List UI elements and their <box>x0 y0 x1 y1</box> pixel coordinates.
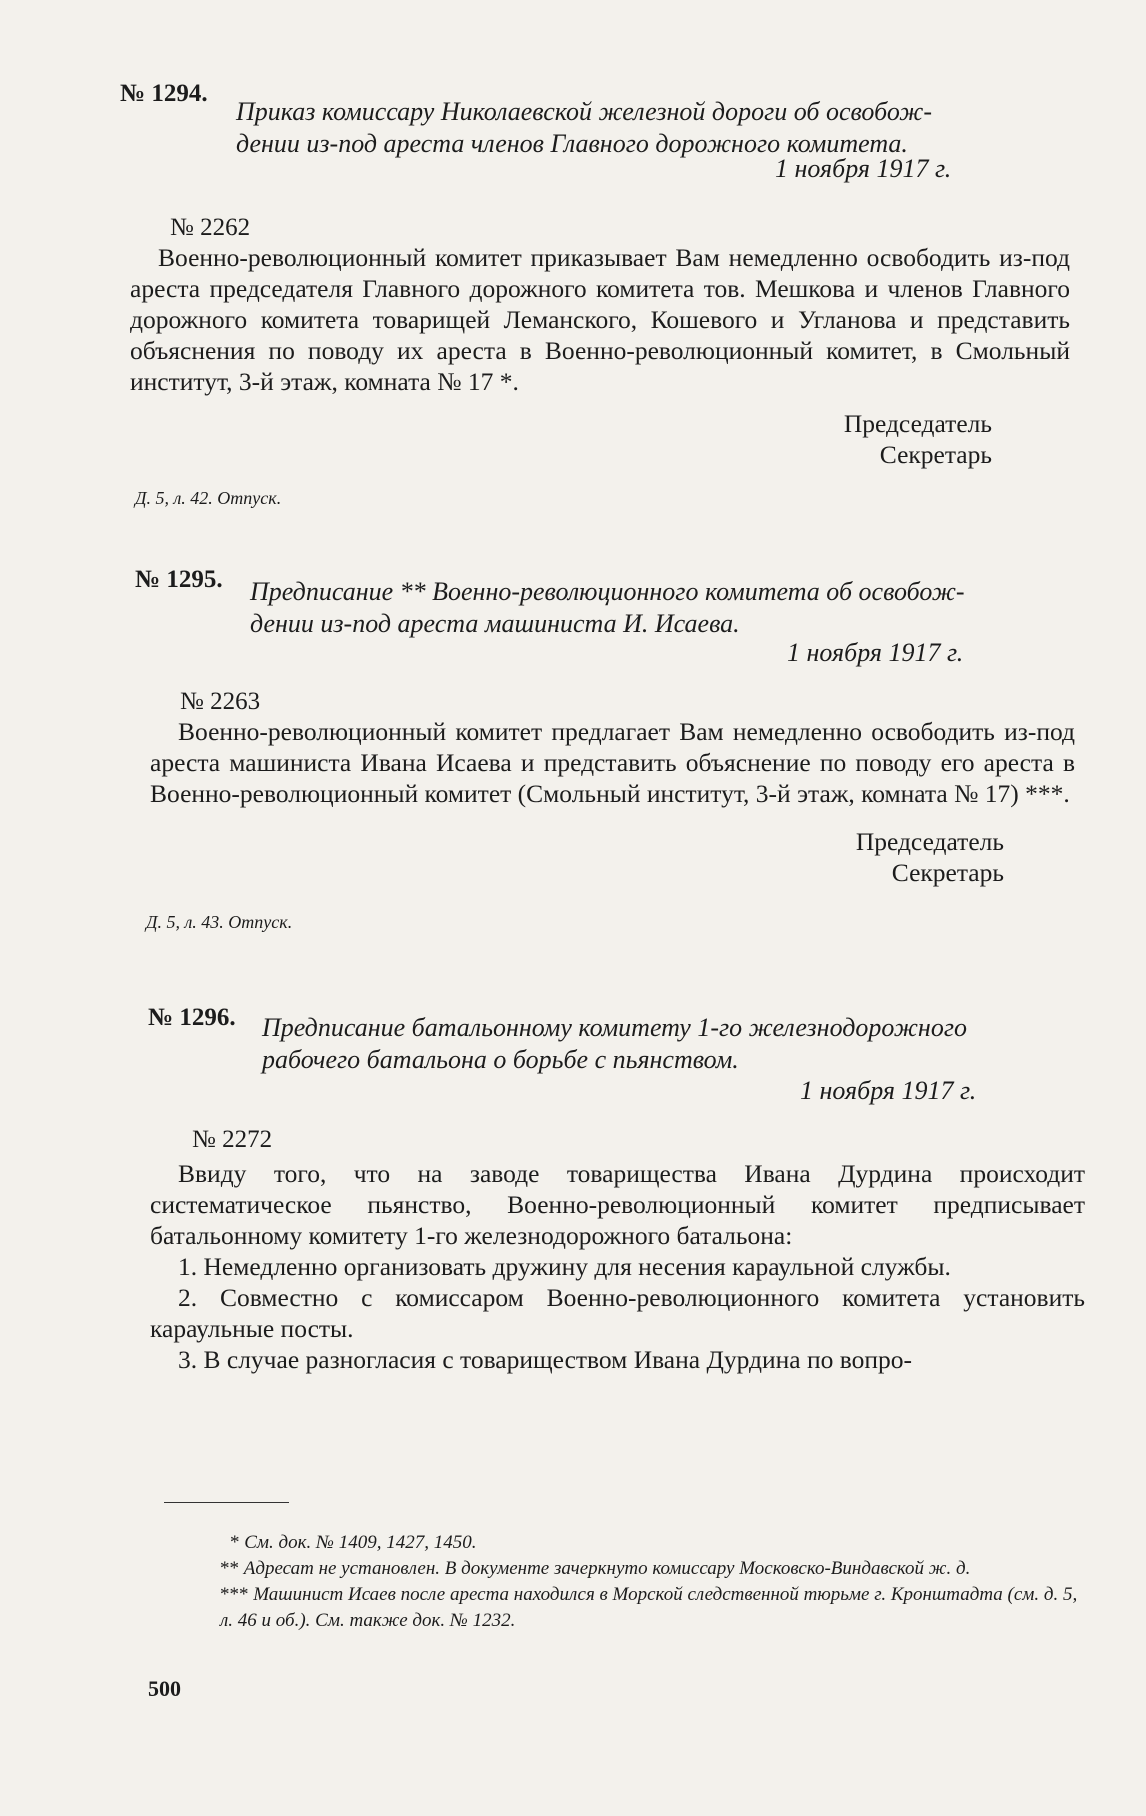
signature-block <box>772 826 1004 888</box>
title-line: Приказ комиссару Николаевской железной дороги об освобож- <box>236 97 933 126</box>
list-item: 3. В случае разногласия с товариществом Ивана Дурдина по вопро- <box>178 1345 913 1374</box>
document-number: № 1296. <box>148 1004 236 1031</box>
document-number: № 1294. <box>120 80 208 107</box>
footnote-text: См. док. № 1409, 1427, 1450. <box>244 1532 477 1553</box>
page-number: 500 <box>148 1676 181 1701</box>
body-paragraph: Военно-революционный комитет предлагает Вам немедленно освободить из-под ареста машиниста Ивана Исаева и представить объяснение по поводу его ареста в Военно-революционный комитет (Смольный институт, 3-й этаж, комната № 17) ***. <box>150 717 1075 808</box>
title-line: Предписание батальонному комитету 1-го железнодорожного <box>262 1013 967 1042</box>
registration-number: № 2263 <box>180 688 261 715</box>
signature-chair: Председатель <box>855 827 1004 856</box>
footnotes <box>150 1530 1080 1634</box>
document-date: 1 ноября 1917 г. <box>800 1076 977 1105</box>
list-item: 2. Совместно с комиссаром Военно-революционного комитета установить караульные посты. <box>150 1283 1085 1343</box>
document-title <box>250 576 1080 640</box>
document-title <box>262 1012 1092 1076</box>
footnote <box>150 1556 1080 1582</box>
signature-secretary: Секретарь <box>891 858 1004 887</box>
document-body <box>130 242 1070 397</box>
list-item: 1. Немедленно организовать дружину для несения караульной службы. <box>178 1252 951 1281</box>
document-body <box>150 716 1075 809</box>
footnote <box>150 1582 1080 1634</box>
document-body <box>150 1158 1085 1375</box>
title-line: дении из-под ареста машиниста И. Исаева. <box>250 609 740 638</box>
document-title <box>236 96 1071 160</box>
footnote-text: Адресат не установлен. В документе зачеркнуто комиссару Московско-Виндавской ж. д. <box>243 1558 971 1579</box>
footnote <box>150 1530 1080 1556</box>
footnote-rule <box>164 1502 289 1503</box>
title-line: Предписание ** Военно-революционного комитета об освобож- <box>250 577 965 606</box>
archive-source: Д. 5, л. 42. Отпуск. <box>135 488 282 508</box>
document-date: 1 ноября 1917 г. <box>787 638 964 667</box>
title-line: дении из-под ареста членов Главного дорожного комитета. <box>236 129 908 158</box>
footnote-mark: *** <box>220 1584 249 1605</box>
footnote-text: Машинист Исаев после ареста находился в Морской следственной тюрьме г. Кронштадта (см. д. 5, л. 46 и об.). См. также док. № 1232. <box>220 1584 1078 1631</box>
document-number: № 1295. <box>135 566 223 593</box>
signature-block <box>760 408 992 470</box>
body-paragraph: Военно-революционный комитет приказывает Вам немедленно освободить из-под ареста председателя Главного дорожного комитета тов. Мешкова и членов Главного дорожного комитета товарищей Леманского, Кошевого и Угланова и представить объяснения по поводу их ареста в Военно-революционный комитет, в Смольный институт, 3-й этаж, комната № 17 *. <box>130 243 1070 396</box>
registration-number: № 2262 <box>170 214 251 241</box>
signature-secretary: Секретарь <box>879 440 992 469</box>
archive-source: Д. 5, л. 43. Отпуск. <box>146 912 293 932</box>
document-date: 1 ноября 1917 г. <box>775 154 952 183</box>
footnote-mark: * <box>230 1532 240 1553</box>
body-paragraph: Ввиду того, что на заводе товарищества Ивана Дурдина происходит систематическое пьянство, Военно-революционный комитет предписывает батальонному комитету 1-го железнодорожного батальона: <box>150 1159 1085 1250</box>
title-line: рабочего батальона о борьбе с пьянством. <box>262 1045 739 1074</box>
signature-chair: Председатель <box>843 409 992 438</box>
registration-number: № 2272 <box>192 1126 273 1153</box>
footnote-mark: ** <box>220 1558 239 1579</box>
